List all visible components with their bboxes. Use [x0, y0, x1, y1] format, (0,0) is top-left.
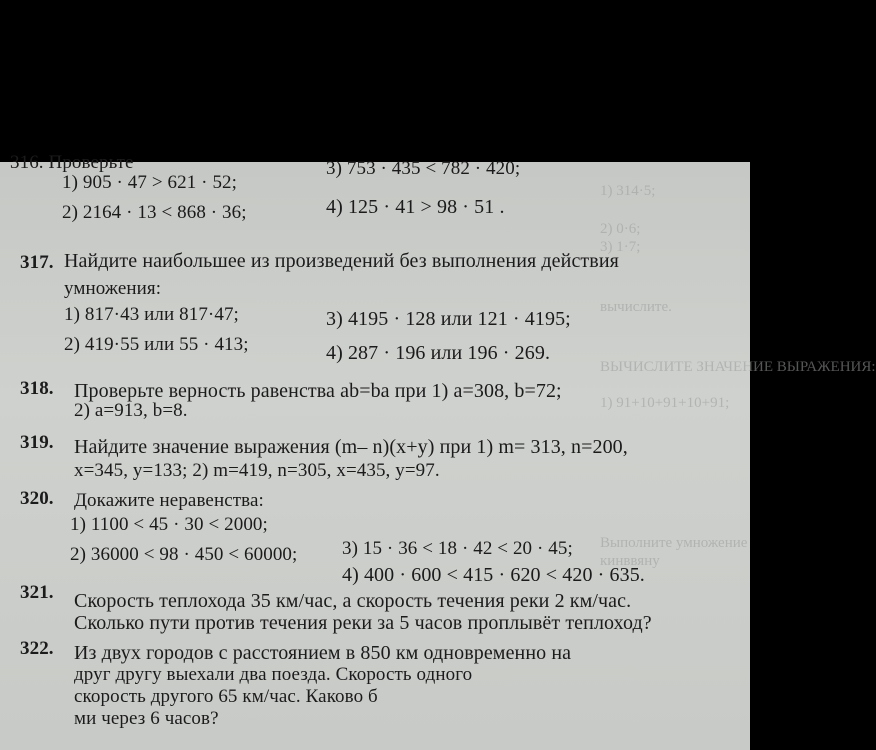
problem-317-number: 317. — [20, 252, 54, 273]
problem-317-text: Найдите наибольшее из произведений без выполнения действия — [64, 250, 619, 272]
problem-322-text: скорость другого 65 км/час. Каково б — [74, 686, 378, 707]
problem-322-text: ми через 6 часов? — [74, 708, 219, 729]
problem-320-item: 2) 36000 < 98 · 450 < 60000; — [70, 544, 298, 565]
problem-320-item: 1) 1100 < 45 · 30 < 2000; — [70, 514, 268, 535]
problem-316-header: 316. Проверьте — [10, 152, 134, 173]
problem-322-text: Из двух городов с расстоянием в 850 км одновременно на — [74, 642, 572, 664]
problem-317-text: умножения: — [64, 278, 162, 299]
bleed-through-text: 1) 91+10+91+10+91; — [600, 395, 730, 411]
problem-322-text: друг другу выехали два поезда. Скорость одного — [74, 664, 473, 685]
bleed-through-text: Выполните умножение — [600, 535, 748, 551]
problem-319-text: Найдите значение выражения (m– n)(x+y) при 1) m= 313, n=200, — [74, 436, 628, 458]
problem-316-item: 4) 125 · 41 > 98 · 51 . — [326, 196, 505, 218]
problem-320-item: 4) 400 · 600 < 415 · 620 < 420 · 635. — [342, 564, 645, 586]
problem-316-item: 2) 2164 · 13 < 868 · 36; — [62, 202, 247, 223]
bleed-through-text: 2) 0·6; — [600, 221, 641, 237]
problem-321-text: Скорость теплохода 35 км/час, а скорость течения реки 2 км/час. — [74, 590, 632, 612]
problem-322-number: 322. — [20, 638, 54, 659]
problem-317-item: 1) 817·43 или 817·47; — [64, 304, 239, 325]
problem-318-text: Проверьте верность равенства ab=ba при 1) a=308, b=72; — [74, 380, 562, 402]
problem-320-text: Докажите неравенства: — [74, 490, 264, 511]
problem-321-number: 321. — [20, 582, 54, 603]
problem-319-text: x=345, y=133; 2) m=419, n=305, x=435, y=97. — [74, 460, 440, 481]
bleed-through-text: ВЫЧИСЛИТЕ ЗНАЧЕНИЕ ВЫРАЖЕНИЯ: — [600, 359, 876, 375]
problem-317-item: 2) 419·55 или 55 · 413; — [64, 334, 249, 355]
problem-320-item: 3) 15 · 36 < 18 · 42 < 20 · 45; — [342, 538, 573, 559]
bleed-through-text: 1) 314·5; — [600, 183, 656, 199]
problem-318-number: 318. — [20, 378, 54, 399]
problem-319-number: 319. — [20, 432, 54, 453]
textbook-page — [0, 152, 876, 750]
problem-316-item: 3) 753 · 435 < 782 · 420; — [326, 158, 521, 179]
bleed-through-text: 3) 1·7; — [600, 239, 641, 255]
problem-318-text: 2) a=913, b=8. — [74, 400, 188, 421]
problem-320-number: 320. — [20, 488, 54, 509]
problem-317-item: 4) 287 · 196 или 196 · 269. — [326, 342, 551, 364]
problem-317-item: 3) 4195 · 128 или 121 · 4195; — [326, 308, 571, 330]
bleed-through-text: кинввяну — [600, 553, 660, 569]
problem-321-text: Сколько пути против течения реки за 5 часов проплывёт теплоход? — [74, 612, 652, 634]
problem-316-item: 1) 905 · 47 > 621 · 52; — [62, 172, 238, 193]
bleed-through-text: вычислите. — [600, 299, 672, 315]
